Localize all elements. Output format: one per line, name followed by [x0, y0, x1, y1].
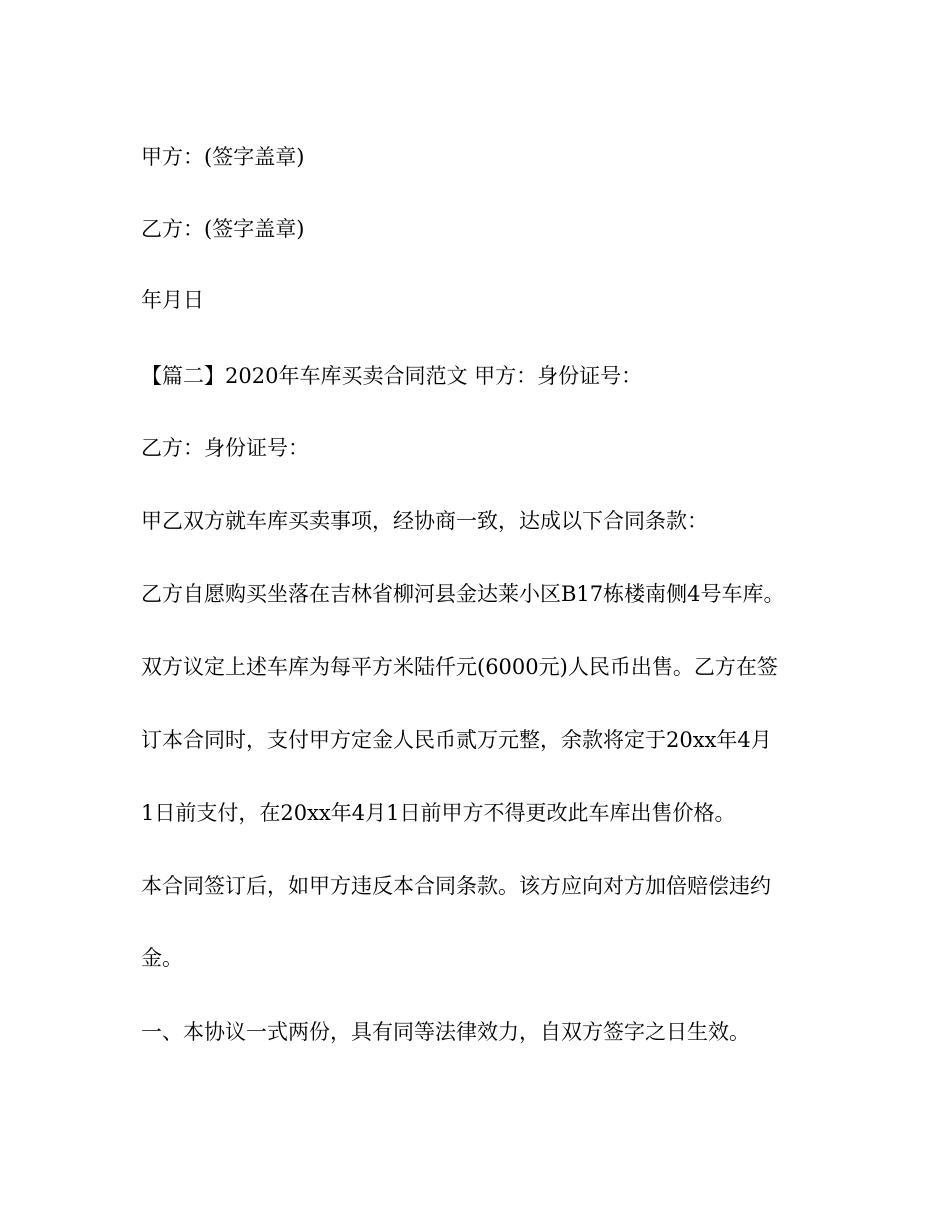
price-paragraph-line-1: 双方议定上述车库为每平方米陆仟元(6000元)人民币出售。乙方在签 [141, 655, 778, 679]
party-b-id-line: 乙方：身份证号： [141, 436, 309, 460]
date-line: 年月日 [141, 288, 204, 312]
breach-paragraph-line-2: 金。 [141, 946, 183, 970]
clause-one-paragraph: 一、本协议一式两份，具有同等法律效力，自双方签字之日生效。 [141, 1020, 750, 1044]
agreement-intro-paragraph: 甲乙双方就车库买卖事项，经协商一致，达成以下合同条款： [141, 509, 708, 533]
price-paragraph-line-3: 1日前支付，在20xx年4月1日前甲方不得更改此车库出售价格。 [141, 801, 736, 825]
party-a-signature-line: 甲方：(签字盖章) [141, 145, 305, 169]
garage-location-paragraph: 乙方自愿购买坐落在吉林省柳河县金达莱小区B17栋楼南侧4号车库。 [141, 582, 785, 606]
party-b-signature-line: 乙方：(签字盖章) [141, 217, 305, 241]
section-two-heading: 【篇二】2020年车库买卖合同范文 甲方：身份证号： [141, 364, 643, 388]
price-paragraph-line-2: 订本合同时，支付甲方定金人民币贰万元整，余款将定于20xx年4月 [141, 728, 772, 752]
breach-paragraph-line-1: 本合同签订后，如甲方违反本合同条款。该方应向对方加倍赔偿违约 [141, 874, 771, 898]
